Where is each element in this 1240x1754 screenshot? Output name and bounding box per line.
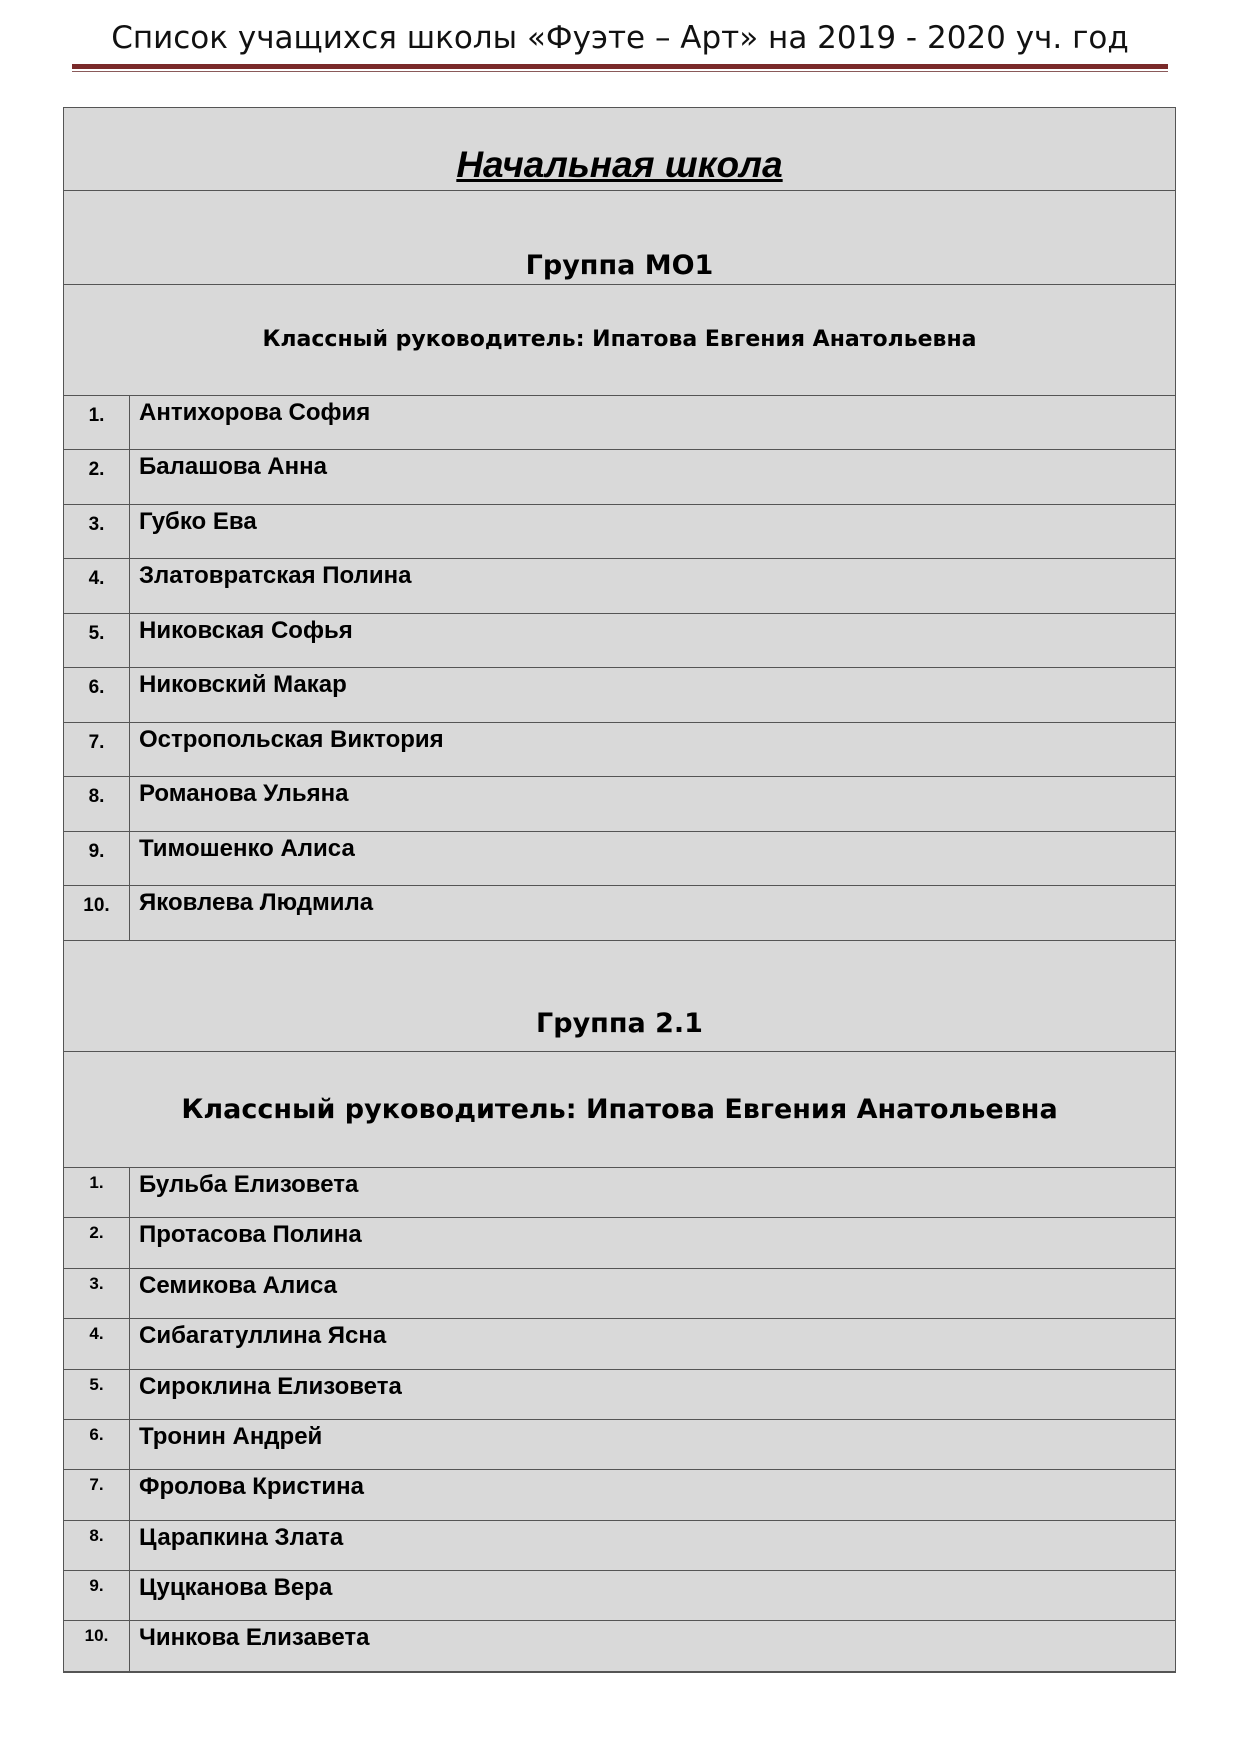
table-row	[64, 668, 1176, 722]
group-student-list	[64, 1168, 1176, 1672]
student-name: Антихорова София	[130, 395, 1176, 449]
student-number: 6.	[64, 668, 130, 722]
student-number: 5.	[64, 1369, 130, 1419]
group-title-row	[64, 191, 1176, 285]
table-row	[64, 1268, 1176, 1318]
table-row	[64, 1571, 1176, 1621]
section-title: Начальная школа	[64, 108, 1176, 191]
student-number: 3.	[64, 504, 130, 558]
table-row	[64, 1419, 1176, 1469]
header-rule	[72, 64, 1168, 69]
student-name: Губко Ева	[130, 504, 1176, 558]
table-row	[64, 395, 1176, 449]
group-title-row	[64, 940, 1176, 1051]
student-number: 8.	[64, 1520, 130, 1570]
student-name: Тронин Андрей	[130, 1419, 1176, 1469]
group-teacher: Классный руководитель: Ипатова Евгения Анатольевна	[64, 284, 1176, 395]
table-row	[64, 886, 1176, 941]
table-row	[64, 450, 1176, 504]
student-number: 7.	[64, 722, 130, 776]
student-number: 1.	[64, 395, 130, 449]
student-name: Протасова Полина	[130, 1218, 1176, 1268]
header-rule-thin	[72, 71, 1168, 72]
student-number: 3.	[64, 1268, 130, 1318]
student-name: Балашова Анна	[130, 450, 1176, 504]
section-title-row	[64, 108, 1176, 191]
group-title: Группа 2.1	[64, 940, 1176, 1051]
table-row	[64, 1369, 1176, 1419]
student-number: 5.	[64, 613, 130, 667]
student-name: Никовский Макар	[130, 668, 1176, 722]
student-name: Романова Ульяна	[130, 777, 1176, 831]
student-number: 1.	[64, 1168, 130, 1218]
student-name: Семикова Алиса	[130, 1268, 1176, 1318]
table-row	[64, 1218, 1176, 1268]
empty-row	[64, 1671, 1176, 1672]
student-number: 10.	[64, 886, 130, 941]
group-student-list	[64, 395, 1176, 940]
student-number: 4.	[64, 559, 130, 613]
student-name: Цуцканова Вера	[130, 1571, 1176, 1621]
table-row	[64, 1319, 1176, 1369]
student-name: Златовратская Полина	[130, 559, 1176, 613]
table-row	[64, 1470, 1176, 1520]
group-teacher: Классный руководитель: Ипатова Евгения Анатольевна	[64, 1051, 1176, 1167]
student-name: Чинкова Елизавета	[130, 1621, 1176, 1671]
student-name: Яковлева Людмила	[130, 886, 1176, 941]
student-name: Тимошенко Алиса	[130, 831, 1176, 885]
student-name: Сибагатуллина Ясна	[130, 1319, 1176, 1369]
student-name: Остропольская Виктория	[130, 722, 1176, 776]
student-number: 9.	[64, 831, 130, 885]
student-number: 2.	[64, 1218, 130, 1268]
document-header-title: Список учащихся школы «Фуэте – Арт» на 2019 - 2020 уч. год	[111, 20, 1129, 56]
table-row	[64, 613, 1176, 667]
table-row	[64, 559, 1176, 613]
empty-cell	[64, 1671, 1176, 1672]
table-row	[64, 831, 1176, 885]
group-title: Группа МО1	[64, 191, 1176, 285]
student-number: 8.	[64, 777, 130, 831]
student-name: Никовская Софья	[130, 613, 1176, 667]
student-list-table	[63, 107, 1176, 1673]
student-number: 7.	[64, 1470, 130, 1520]
student-name: Сироклина Елизовета	[130, 1369, 1176, 1419]
table-row	[64, 777, 1176, 831]
student-name: Царапкина Злата	[130, 1520, 1176, 1570]
student-number: 4.	[64, 1319, 130, 1369]
student-name: Фролова Кристина	[130, 1470, 1176, 1520]
student-name: Бульба Елизовета	[130, 1168, 1176, 1218]
student-number: 10.	[64, 1621, 130, 1671]
teacher-row	[64, 284, 1176, 395]
student-number: 9.	[64, 1571, 130, 1621]
table-row	[64, 1621, 1176, 1671]
teacher-row	[64, 1051, 1176, 1167]
table-row	[64, 504, 1176, 558]
student-number: 6.	[64, 1419, 130, 1469]
table-row	[64, 1520, 1176, 1570]
table-row	[64, 722, 1176, 776]
table-row	[64, 1168, 1176, 1218]
student-number: 2.	[64, 450, 130, 504]
